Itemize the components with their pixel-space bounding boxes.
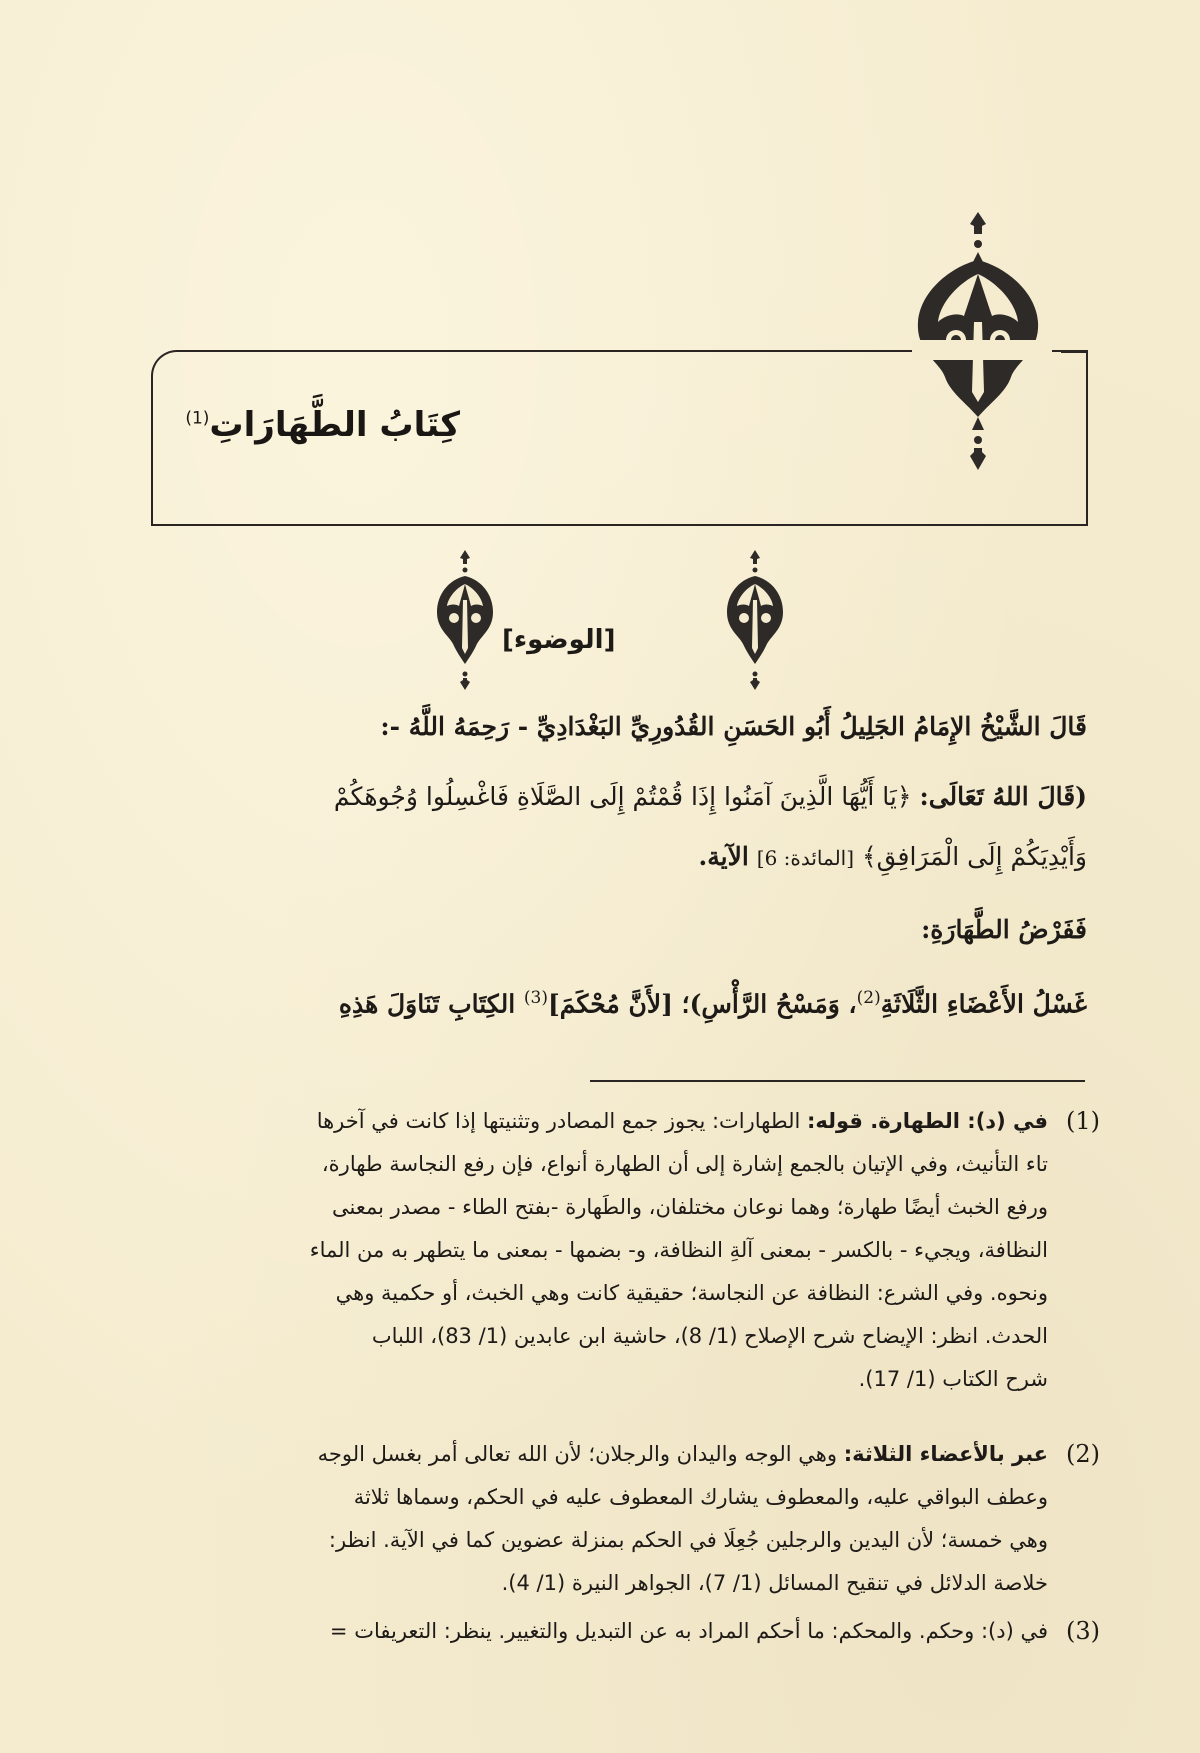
- footnote-number: (3): [1066, 1617, 1100, 1645]
- quran-intro: (قَالَ اللهُ تَعَالَى:: [919, 782, 1087, 811]
- text-segment-b: ، وَمَسْحُ الرَّأْسِ)؛ [لأَنَّ مُحْكَمَ]: [547, 989, 857, 1019]
- quran-verse-part-1: ﴿يَا أَيُّهَا الَّذِينَ آمَنُوا إِذَا قُمْتُمْ إِلَى الصَّلَاةِ فَاغْسِلُوا وُجُوهَكُمْ: [333, 782, 912, 811]
- text-segment-c: الكِتَابِ تَنَاوَلَ هَذِهِ: [338, 989, 516, 1019]
- footnote-line: خلاصة الدلائل في تنقيح المسائل (1/ 7)، الجواهر النيرة (1/ 4).: [501, 1571, 1048, 1595]
- footnote-line: [110, 1433, 1048, 1476]
- intro-line: قَالَ الشَّيْخُ الإِمَامُ الجَلِيلُ أَبُو الحَسَنِ القُدُورِيِّ البَغْدَادِيِّ - رَحِمَهُ اللَّهُ -:: [380, 712, 1087, 741]
- footnote-line: النظافة، ويجيء - بالكسر - بمعنى آلةِ النظافة، و- بضمها - بمعنى ما يتطهر به من الماء: [309, 1238, 1048, 1262]
- main-text-line-4: [117, 915, 1087, 945]
- footnote-line: في (د): وحكم. والمحكم: ما أحكم المراد به عن التبديل والتغيير. ينظر: التعريفات =: [329, 1619, 1048, 1643]
- footnote-number: (1): [1066, 1107, 1100, 1135]
- quran-verse-part-2: وَأَيْدِيَكُمْ إِلَى الْمَرَافِقِ﴾: [862, 842, 1087, 871]
- footnote-3: [110, 1610, 1100, 1653]
- chapter-footnote-ref[interactable]: (1): [185, 408, 210, 429]
- footnote-ref-2[interactable]: (2): [856, 988, 881, 1008]
- footnote-lead: عبر بالأعضاء الثلاثة:: [843, 1442, 1048, 1466]
- footnote-2: [110, 1433, 1100, 1605]
- footnote-1: [110, 1100, 1100, 1401]
- footnote-ref-3[interactable]: (3): [523, 988, 548, 1008]
- frame-right-stub: [1061, 350, 1086, 353]
- footnote-line: تاء التأنيث، وفي الإتيان بالجمع إشارة إلى أن الطهارة أنواع، فإن رفع النجاسة طهارة،: [321, 1152, 1048, 1176]
- footnote-line: وهي خمسة؛ لأن اليدين والرجلين جُعِلَا في الحكم بمنزلة عضوين كما في الآية. انظر:: [328, 1528, 1048, 1552]
- verse-reference: [المائدة: 6]: [756, 846, 855, 870]
- footnote-lead: في (د): الطهارة. قوله:: [807, 1109, 1048, 1133]
- footnote-line: ورفع الخبث أيضًا طهارة؛ وهما نوعان مختلفان، والطَهارة -بفتح الطاء - مصدر بمعنى: [331, 1195, 1048, 1219]
- frame-gap: [912, 340, 1052, 360]
- footnote-text: الطهارات: يجوز جمع المصادر وتثنيتها إذا كانت في آخرها: [316, 1109, 807, 1133]
- footnote-line: الحدث. انظر: الإيضاح شرح الإصلاح (1/ 8)، حاشية ابن عابدين (1/ 83)، اللباب: [371, 1324, 1048, 1348]
- footnote-line: [110, 1100, 1048, 1143]
- footnote-number: (2): [1066, 1440, 1100, 1468]
- main-text-line-5: [117, 988, 1087, 1019]
- small-ornament-left-icon: [436, 550, 494, 690]
- footnote-line: وعطف البواقي عليه، والمعطوف يشارك المعطوف عليه في الحكم، وسماها ثلاثة: [353, 1485, 1048, 1509]
- main-text-line-3: [117, 842, 1087, 872]
- verse-suffix: الآية.: [698, 842, 749, 871]
- main-text-line-2: [117, 782, 1087, 812]
- footnote-line: ونحوه. وفي الشرع: النظافة عن النجاسة؛ حقيقية كانت وهي الخبث، أو حكمية وهي: [335, 1281, 1048, 1305]
- subheading-farḍ: فَفَرْضُ الطَّهَارَةِ:: [921, 915, 1087, 944]
- chapter-title: [185, 405, 460, 445]
- section-heading: [الوضوء]: [502, 625, 616, 655]
- main-text-line-1: [117, 712, 1087, 742]
- footnote-separator: [590, 1080, 1085, 1082]
- text-segment-a: غَسْلُ الأَعْضَاءِ الثَّلَاثَةِ: [880, 989, 1087, 1019]
- chapter-title-text: كِتَابُ الطَّهَارَاتِ: [209, 405, 460, 445]
- footnote-text: وهي الوجه واليدان والرجلان؛ لأن الله تعالى أمر بغسل الوجه: [317, 1442, 844, 1466]
- small-ornament-right-icon: [726, 550, 784, 690]
- footnote-line: شرح الكتاب (1/ 17).: [858, 1367, 1048, 1391]
